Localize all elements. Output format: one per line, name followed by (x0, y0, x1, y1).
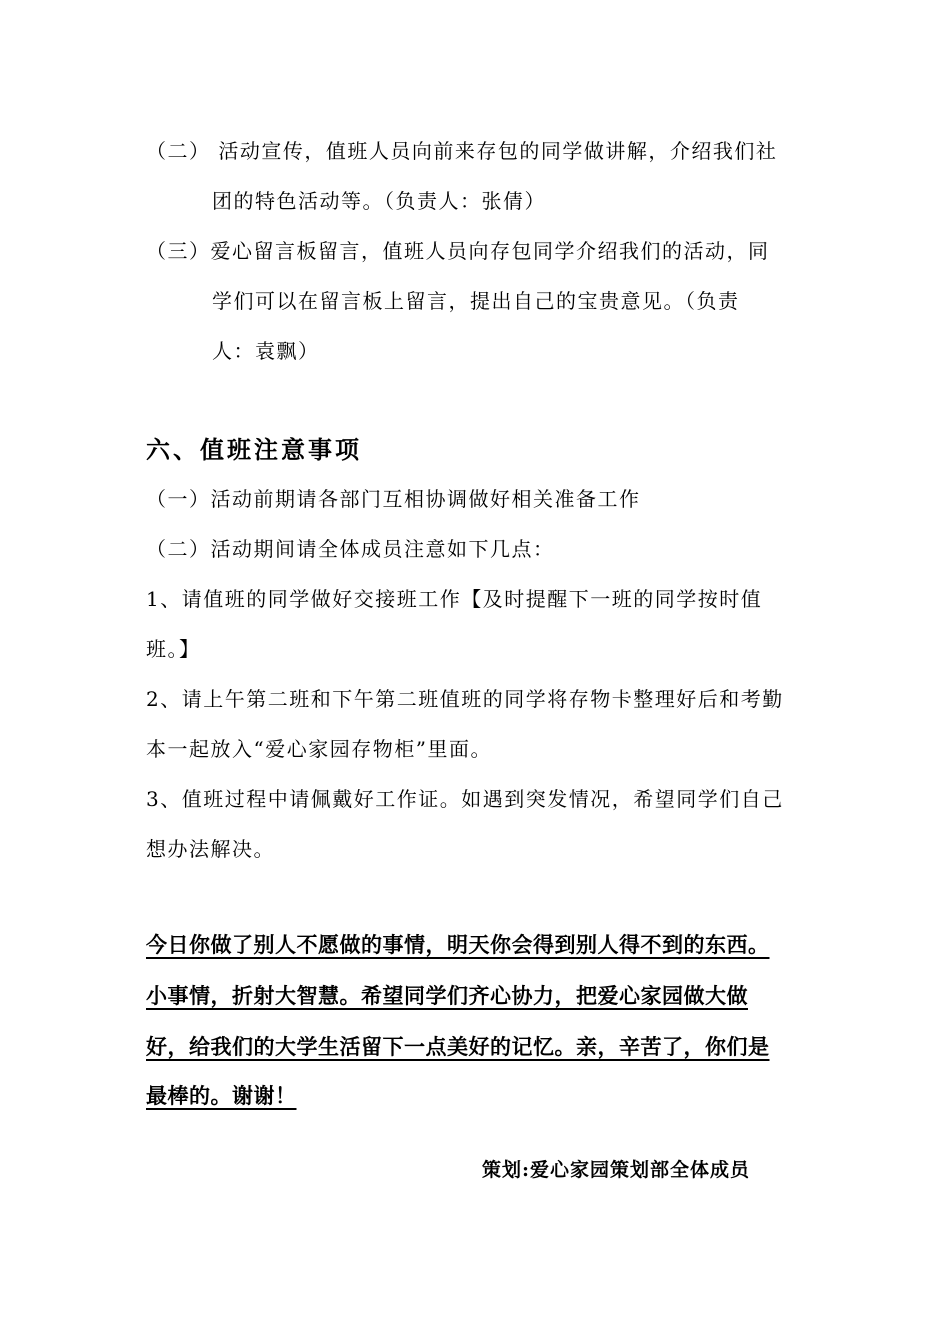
signature: 策划:爱心家园策划部全体成员 (482, 1159, 751, 1181)
closing-line-2: 小事情，折射大智慧。希望同学们齐心协力，把爱心家园做大做 (146, 984, 748, 1008)
closing-line-4: 最棒的。谢谢！ (146, 1084, 297, 1108)
section-6-heading: 六、值班注意事项 (146, 435, 362, 464)
item-2-line-1: （二） 活动宣传，值班人员向前来存包的同学做讲解，介绍我们社 (146, 139, 778, 163)
point-2-line-2: 本一起放入“爱心家园存物柜”里面。 (146, 737, 492, 761)
item-3-line-1: （三）爱心留言板留言，值班人员向存包同学介绍我们的活动，同 (146, 239, 770, 263)
item-3-line-3: 人：袁飘） (212, 339, 320, 363)
closing-line-1: 今日你做了别人不愿做的事情，明天你会得到别人得不到的东西。 (146, 933, 770, 957)
item-3-line-2: 学们可以在留言板上留言，提出自己的宝贵意见。（负责 (212, 289, 740, 313)
point-1-line-1: 1、请值班的同学做好交接班工作【及时提醒下一班的同学按时值 (146, 587, 763, 611)
point-3-line-2: 想办法解决。 (146, 837, 275, 861)
point-3-line-1: 3、值班过程中请佩戴好工作证。如遇到突发情况，希望同学们自己 (146, 787, 784, 811)
point-1-line-2: 班。】 (146, 637, 201, 661)
section-6-sub-1: （一）活动前期请各部门互相协调做好相关准备工作 (146, 487, 641, 511)
closing-line-3: 好，给我们的大学生活留下一点美好的记忆。亲，辛苦了，你们是 (146, 1035, 770, 1059)
item-2-line-2: 团的特色活动等。（负责人：张倩） (212, 189, 546, 213)
point-2-line-1: 2、请上午第二班和下午第二班值班的同学将存物卡整理好后和考勤 (146, 687, 784, 711)
section-6-sub-2: （二）活动期间请全体成员注意如下几点： (146, 537, 555, 561)
